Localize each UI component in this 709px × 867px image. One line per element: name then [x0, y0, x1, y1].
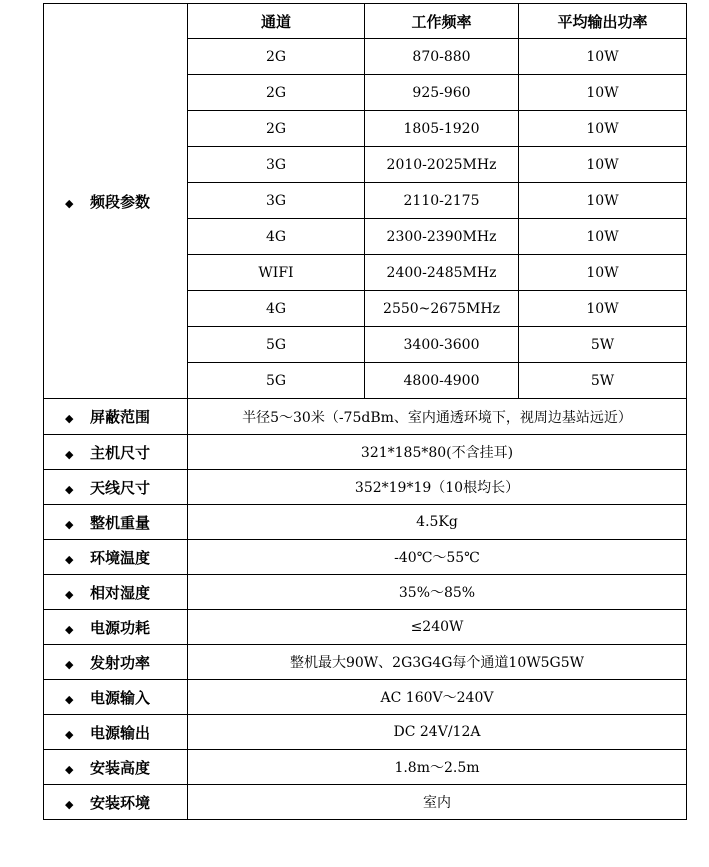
row-label — [44, 399, 188, 435]
column-header: 平均输出功率 — [519, 4, 687, 39]
spec-row — [44, 715, 687, 750]
spec-value: AC 160V～240V — [188, 680, 687, 715]
spec-row — [44, 785, 687, 820]
diamond-bullet-icon: ◆ — [65, 552, 74, 566]
spec-row — [44, 540, 687, 575]
diamond-bullet-icon: ◆ — [65, 762, 74, 776]
spec-row — [44, 680, 687, 715]
power-cell: 5W — [519, 327, 687, 363]
row-label-text: 电源输入 — [90, 688, 151, 707]
diamond-bullet-icon: ◆ — [65, 482, 74, 496]
frequency-cell: 2300-2390MHz — [365, 219, 519, 255]
row-label-text: 屏蔽范围 — [90, 408, 151, 426]
row-label — [44, 785, 188, 820]
spec-row — [44, 470, 687, 505]
spec-row — [44, 399, 687, 435]
spec-value: 35%～85% — [188, 575, 687, 610]
row-label-text: 环境温度 — [90, 548, 151, 567]
spec-row — [44, 435, 687, 470]
channel-cell: WIFI — [188, 255, 365, 291]
spec-table — [43, 3, 687, 820]
spec-table-body — [44, 4, 687, 820]
row-label — [44, 645, 188, 680]
diamond-bullet-icon: ◆ — [65, 622, 74, 636]
spec-row — [44, 505, 687, 540]
spec-row — [44, 575, 687, 610]
row-label — [44, 435, 188, 470]
power-cell: 10W — [519, 39, 687, 75]
diamond-bullet-icon: ◆ — [65, 412, 74, 425]
row-label — [44, 610, 188, 645]
row-label-text: 电源输出 — [90, 723, 151, 742]
channel-cell: 4G — [188, 219, 365, 255]
row-label — [44, 540, 188, 575]
diamond-bullet-icon: ◆ — [65, 196, 74, 210]
power-cell: 10W — [519, 255, 687, 291]
channel-cell: 5G — [188, 327, 365, 363]
channel-cell: 2G — [188, 39, 365, 75]
channel-cell: 5G — [188, 363, 365, 399]
row-label — [44, 470, 188, 505]
frequency-cell: 2550~2675MHz — [365, 291, 519, 327]
channel-cell: 4G — [188, 291, 365, 327]
diamond-bullet-icon: ◆ — [65, 727, 74, 741]
row-label — [44, 4, 188, 399]
frequency-cell: 2400-2485MHz — [365, 255, 519, 291]
diamond-bullet-icon: ◆ — [65, 797, 74, 811]
row-label — [44, 505, 188, 540]
diamond-bullet-icon: ◆ — [65, 587, 74, 601]
row-label — [44, 750, 188, 785]
spec-row — [44, 750, 687, 785]
power-cell: 10W — [519, 147, 687, 183]
frequency-cell: 3400-3600 — [365, 327, 519, 363]
row-label-text: 主机尺寸 — [90, 443, 151, 462]
diamond-bullet-icon: ◆ — [65, 657, 74, 671]
spec-value: 352*19*19（10根均长） — [188, 470, 687, 505]
column-header: 通道 — [188, 4, 365, 39]
spec-value: 4.5Kg — [188, 505, 687, 540]
column-header: 工作频率 — [365, 4, 519, 39]
spec-row — [44, 610, 687, 645]
row-label-text: 频段参数 — [90, 192, 151, 211]
frequency-cell: 925-960 — [365, 75, 519, 111]
spec-value: DC 24V/12A — [188, 715, 687, 750]
row-label — [44, 575, 188, 610]
row-label — [44, 680, 188, 715]
channel-cell: 2G — [188, 75, 365, 111]
frequency-cell: 1805-1920 — [365, 111, 519, 147]
row-label-text: 相对湿度 — [90, 583, 151, 602]
row-label-text: 安装环境 — [90, 793, 151, 812]
row-label — [44, 715, 188, 750]
row-label-text: 电源功耗 — [90, 618, 151, 637]
power-cell: 10W — [519, 183, 687, 219]
spec-row — [44, 645, 687, 680]
power-cell: 10W — [519, 111, 687, 147]
power-cell: 10W — [519, 219, 687, 255]
spec-value: 室内 — [188, 785, 687, 820]
channel-cell: 2G — [188, 111, 365, 147]
spec-value: 半径5～30米（-75dBm、室内通透环境下，视周边基站远近） — [188, 399, 687, 435]
row-label-text: 安装高度 — [90, 758, 151, 777]
diamond-bullet-icon: ◆ — [65, 692, 74, 706]
row-label-text: 整机重量 — [90, 513, 151, 532]
spec-value: 1.8m～2.5m — [188, 750, 687, 785]
power-cell: 10W — [519, 75, 687, 111]
channel-cell: 3G — [188, 183, 365, 219]
frequency-cell: 2010-2025MHz — [365, 147, 519, 183]
spec-value: ≤240W — [188, 610, 687, 645]
spec-value: -40℃～55℃ — [188, 540, 687, 575]
diamond-bullet-icon: ◆ — [65, 447, 74, 461]
spec-value: 整机最大90W、2G3G4G每个通道10W5G5W — [188, 645, 687, 680]
band-header-row — [44, 4, 687, 39]
power-cell: 5W — [519, 363, 687, 399]
row-label-text: 发射功率 — [90, 653, 151, 672]
power-cell: 10W — [519, 291, 687, 327]
spec-value: 321*185*80(不含挂耳) — [188, 435, 687, 470]
channel-cell: 3G — [188, 147, 365, 183]
frequency-cell: 2110-2175 — [365, 183, 519, 219]
frequency-cell: 870-880 — [365, 39, 519, 75]
frequency-cell: 4800-4900 — [365, 363, 519, 399]
row-label-text: 天线尺寸 — [90, 478, 151, 497]
diamond-bullet-icon: ◆ — [65, 517, 74, 531]
